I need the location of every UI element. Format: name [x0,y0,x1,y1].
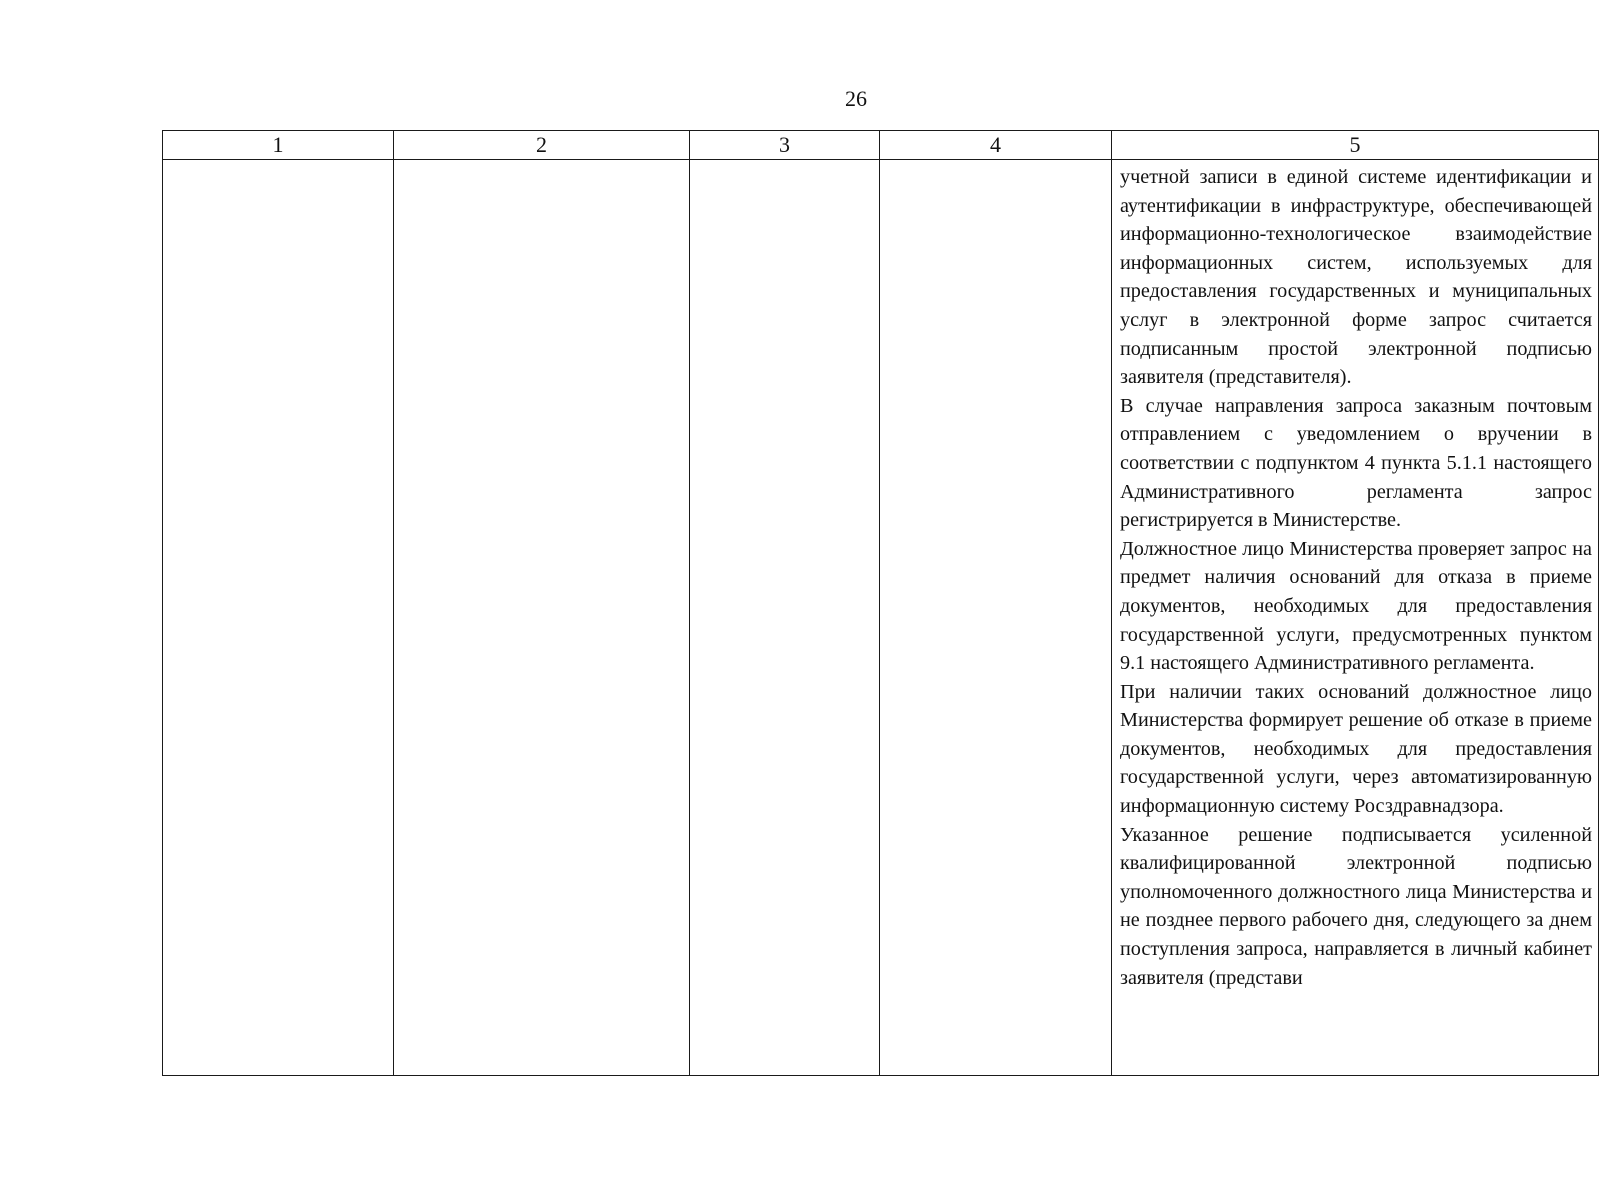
paragraph-1: учетной записи в единой системе идентификации и аутентификации в инфраструктуре, обеспечивающей информационно-технологическое взаимодействие информационных систем, используемых для предоставления государственных и муниципальных услуг в электронной форме запрос считается подписанным простой электронной подписью заявителя (представителя). [1120,166,1592,389]
document-table [162,130,1599,1076]
column-header-5: 5 [1112,131,1599,160]
cell-column-3 [690,160,880,1076]
paragraph-5: Указанное решение подписывается усиленной квалифицированной электронной подписью уполномоченного должностного лица Министерства и не позднее первого рабочего дня, следующего за днем поступления запроса, направляется в личный кабинет заявителя (представи [1120,823,1592,989]
cell-column-5 [1112,160,1599,1076]
cell-column-2 [394,160,690,1076]
column-header-1: 1 [163,131,394,160]
paragraph-2: В случае направления запроса заказным почтовым отправлением с уведомлением о вручении в соответствии с подпунктом 4 пункта 5.1.1 настоящего Административного регламента запрос регистрируется в Министерстве. [1120,394,1592,532]
table-row [163,160,1599,1076]
paragraph-3: Должностное лицо Министерства проверяет запрос на предмет наличия оснований для отказа в приеме документов, необходимых для предоставления государственной услуги, предусмотренных пунктом 9.1 настоящего Административного регламента. [1120,537,1592,675]
cell-column-1 [163,160,394,1076]
cell-column-4 [880,160,1112,1076]
page-number: 26 [845,86,867,111]
column-header-2: 2 [394,131,690,160]
table-header-row [163,131,1599,160]
column-header-3: 3 [690,131,880,160]
column-header-4: 4 [880,131,1112,160]
paragraph-4: При наличии таких оснований должностное лицо Министерства формирует решение об отказе в приеме документов, необходимых для предоставления государственной услуги, через автоматизированную информационную систему Росздравнадзора. [1120,680,1592,818]
